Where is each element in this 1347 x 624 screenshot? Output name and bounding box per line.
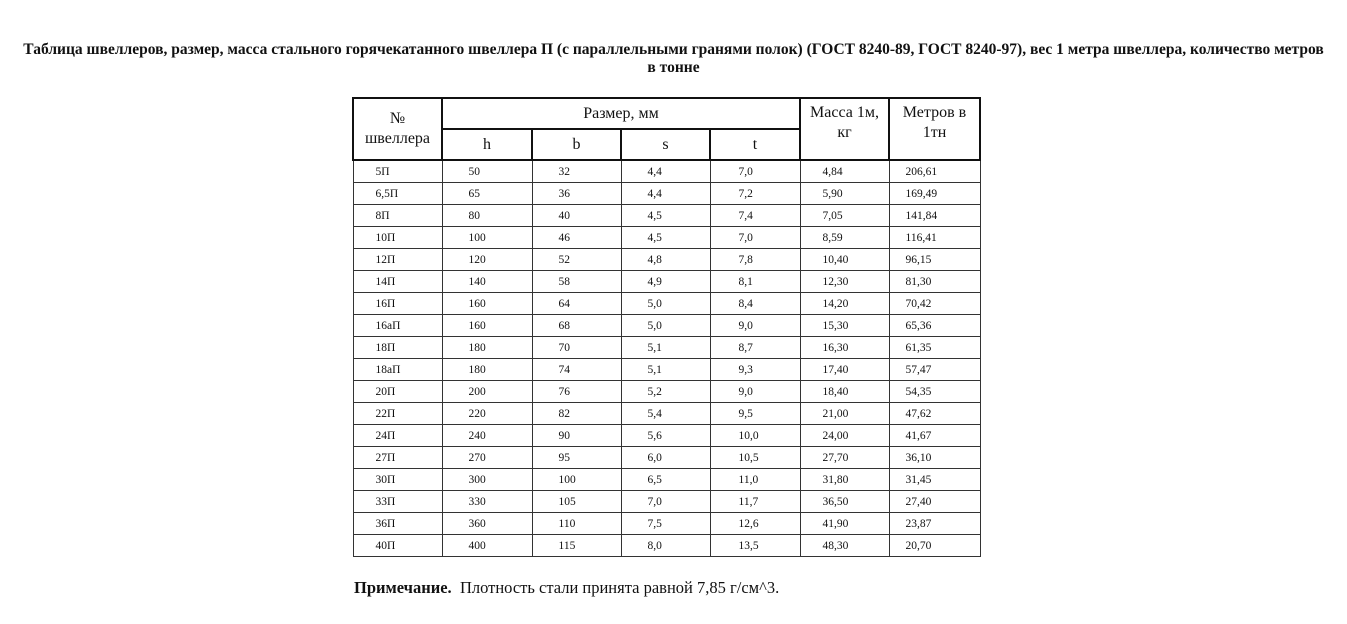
cell-h: 140 [442,271,532,293]
cell-meters: 57,47 [889,359,980,381]
cell-s: 5,6 [621,425,710,447]
cell-b: 82 [532,403,621,425]
cell-s: 7,0 [621,491,710,513]
cell-mass: 7,05 [800,205,889,227]
cell-b: 40 [532,205,621,227]
cell-b: 70 [532,337,621,359]
cell-b: 115 [532,535,621,557]
cell-meters: 96,15 [889,249,980,271]
cell-t: 7,2 [710,183,800,205]
cell-t: 10,0 [710,425,800,447]
header-meters-line2: 1тн [922,124,947,141]
cell-number: 24П [353,425,442,447]
cell-meters: 54,35 [889,381,980,403]
cell-meters: 141,84 [889,205,980,227]
header-s: s [621,129,710,160]
cell-number: 16П [353,293,442,315]
cell-b: 76 [532,381,621,403]
table-row [353,359,980,381]
cell-t: 7,4 [710,205,800,227]
cell-mass: 15,30 [800,315,889,337]
table-row [353,469,980,491]
cell-s: 5,1 [621,359,710,381]
cell-s: 4,4 [621,160,710,183]
cell-number: 30П [353,469,442,491]
cell-s: 6,0 [621,447,710,469]
cell-mass: 4,84 [800,160,889,183]
header-meters [889,98,980,160]
cell-mass: 41,90 [800,513,889,535]
cell-number: 6,5П [353,183,442,205]
cell-mass: 8,59 [800,227,889,249]
cell-h: 50 [442,160,532,183]
table-row [353,315,980,337]
cell-mass: 14,20 [800,293,889,315]
cell-s: 4,8 [621,249,710,271]
cell-meters: 41,67 [889,425,980,447]
cell-mass: 5,90 [800,183,889,205]
table-row [353,249,980,271]
note-label: Примечание. [354,578,452,597]
cell-mass: 10,40 [800,249,889,271]
cell-number: 14П [353,271,442,293]
cell-b: 74 [532,359,621,381]
table-row [353,381,980,403]
cell-mass: 21,00 [800,403,889,425]
cell-b: 64 [532,293,621,315]
table-row [353,513,980,535]
cell-t: 8,7 [710,337,800,359]
cell-meters: 116,41 [889,227,980,249]
cell-s: 8,0 [621,535,710,557]
cell-meters: 65,36 [889,315,980,337]
cell-h: 120 [442,249,532,271]
cell-s: 4,9 [621,271,710,293]
cell-number: 8П [353,205,442,227]
cell-t: 7,0 [710,160,800,183]
header-mass-line2: кг [837,124,852,141]
note-text: Плотность стали принята равной 7,85 г/см^3. [459,578,780,597]
header-mass-line1: Масса 1м, [810,104,879,121]
cell-meters: 20,70 [889,535,980,557]
table-row [353,447,980,469]
header-h: h [442,129,532,160]
cell-t: 9,0 [710,315,800,337]
cell-s: 4,4 [621,183,710,205]
table-body [353,160,980,557]
cell-t: 9,0 [710,381,800,403]
table-row [353,271,980,293]
cell-t: 11,7 [710,491,800,513]
cell-s: 5,0 [621,293,710,315]
cell-meters: 27,40 [889,491,980,513]
cell-s: 7,5 [621,513,710,535]
cell-t: 12,6 [710,513,800,535]
cell-b: 68 [532,315,621,337]
cell-number: 22П [353,403,442,425]
header-mass [800,98,889,160]
cell-mass: 36,50 [800,491,889,513]
cell-h: 160 [442,315,532,337]
cell-b: 36 [532,183,621,205]
cell-b: 105 [532,491,621,513]
cell-t: 8,4 [710,293,800,315]
cell-mass: 12,30 [800,271,889,293]
cell-number: 36П [353,513,442,535]
cell-b: 32 [532,160,621,183]
cell-meters: 61,35 [889,337,980,359]
cell-mass: 48,30 [800,535,889,557]
cell-h: 65 [442,183,532,205]
cell-mass: 17,40 [800,359,889,381]
cell-meters: 31,45 [889,469,980,491]
cell-number: 16аП [353,315,442,337]
cell-s: 4,5 [621,205,710,227]
cell-b: 46 [532,227,621,249]
table-row [353,403,980,425]
cell-b: 58 [532,271,621,293]
cell-t: 13,5 [710,535,800,557]
cell-meters: 36,10 [889,447,980,469]
cell-number: 27П [353,447,442,469]
cell-meters: 206,61 [889,160,980,183]
cell-meters: 47,62 [889,403,980,425]
table-row [353,425,980,447]
cell-number: 10П [353,227,442,249]
channel-table [352,97,981,557]
cell-b: 100 [532,469,621,491]
cell-b: 52 [532,249,621,271]
cell-h: 360 [442,513,532,535]
cell-h: 160 [442,293,532,315]
cell-mass: 18,40 [800,381,889,403]
cell-h: 80 [442,205,532,227]
page-title: Таблица швеллеров, размер, масса стального горячекатанного швеллера П (с параллельными гранями полок) (ГОСТ 8240-89, ГОСТ 8240-97), вес 1 метра швеллера, количество метров в тонне [23,41,1324,76]
cell-s: 6,5 [621,469,710,491]
cell-b: 110 [532,513,621,535]
cell-h: 180 [442,337,532,359]
header-num-sign: № [389,110,406,127]
cell-h: 400 [442,535,532,557]
table-row [353,205,980,227]
cell-number: 5П [353,160,442,183]
cell-h: 240 [442,425,532,447]
cell-meters: 23,87 [889,513,980,535]
cell-t: 10,5 [710,447,800,469]
cell-meters: 81,30 [889,271,980,293]
table-row [353,183,980,205]
cell-t: 7,8 [710,249,800,271]
cell-meters: 70,42 [889,293,980,315]
cell-mass: 24,00 [800,425,889,447]
table-row [353,227,980,249]
cell-s: 5,1 [621,337,710,359]
cell-h: 300 [442,469,532,491]
cell-b: 90 [532,425,621,447]
header-channel-number [353,98,442,160]
cell-b: 95 [532,447,621,469]
cell-h: 220 [442,403,532,425]
cell-t: 9,3 [710,359,800,381]
table-row [353,491,980,513]
header-size: Размер, мм [442,98,800,129]
cell-h: 200 [442,381,532,403]
header-num-word: швеллера [364,130,431,147]
cell-number: 33П [353,491,442,513]
cell-s: 4,5 [621,227,710,249]
cell-t: 8,1 [710,271,800,293]
cell-number: 18П [353,337,442,359]
header-b: b [532,129,621,160]
table-row [353,293,980,315]
note [354,578,779,598]
cell-h: 270 [442,447,532,469]
cell-mass: 27,70 [800,447,889,469]
table-header [353,98,980,160]
cell-s: 5,2 [621,381,710,403]
header-meters-line1: Метров в [902,104,967,121]
cell-s: 5,0 [621,315,710,337]
header-t: t [710,129,800,160]
cell-number: 18аП [353,359,442,381]
table-row [353,535,980,557]
cell-t: 9,5 [710,403,800,425]
cell-t: 11,0 [710,469,800,491]
table-row [353,337,980,359]
cell-t: 7,0 [710,227,800,249]
cell-h: 330 [442,491,532,513]
table-row [353,160,980,183]
cell-mass: 31,80 [800,469,889,491]
cell-number: 20П [353,381,442,403]
cell-h: 100 [442,227,532,249]
cell-h: 180 [442,359,532,381]
cell-s: 5,4 [621,403,710,425]
cell-number: 40П [353,535,442,557]
cell-meters: 169,49 [889,183,980,205]
cell-number: 12П [353,249,442,271]
cell-mass: 16,30 [800,337,889,359]
